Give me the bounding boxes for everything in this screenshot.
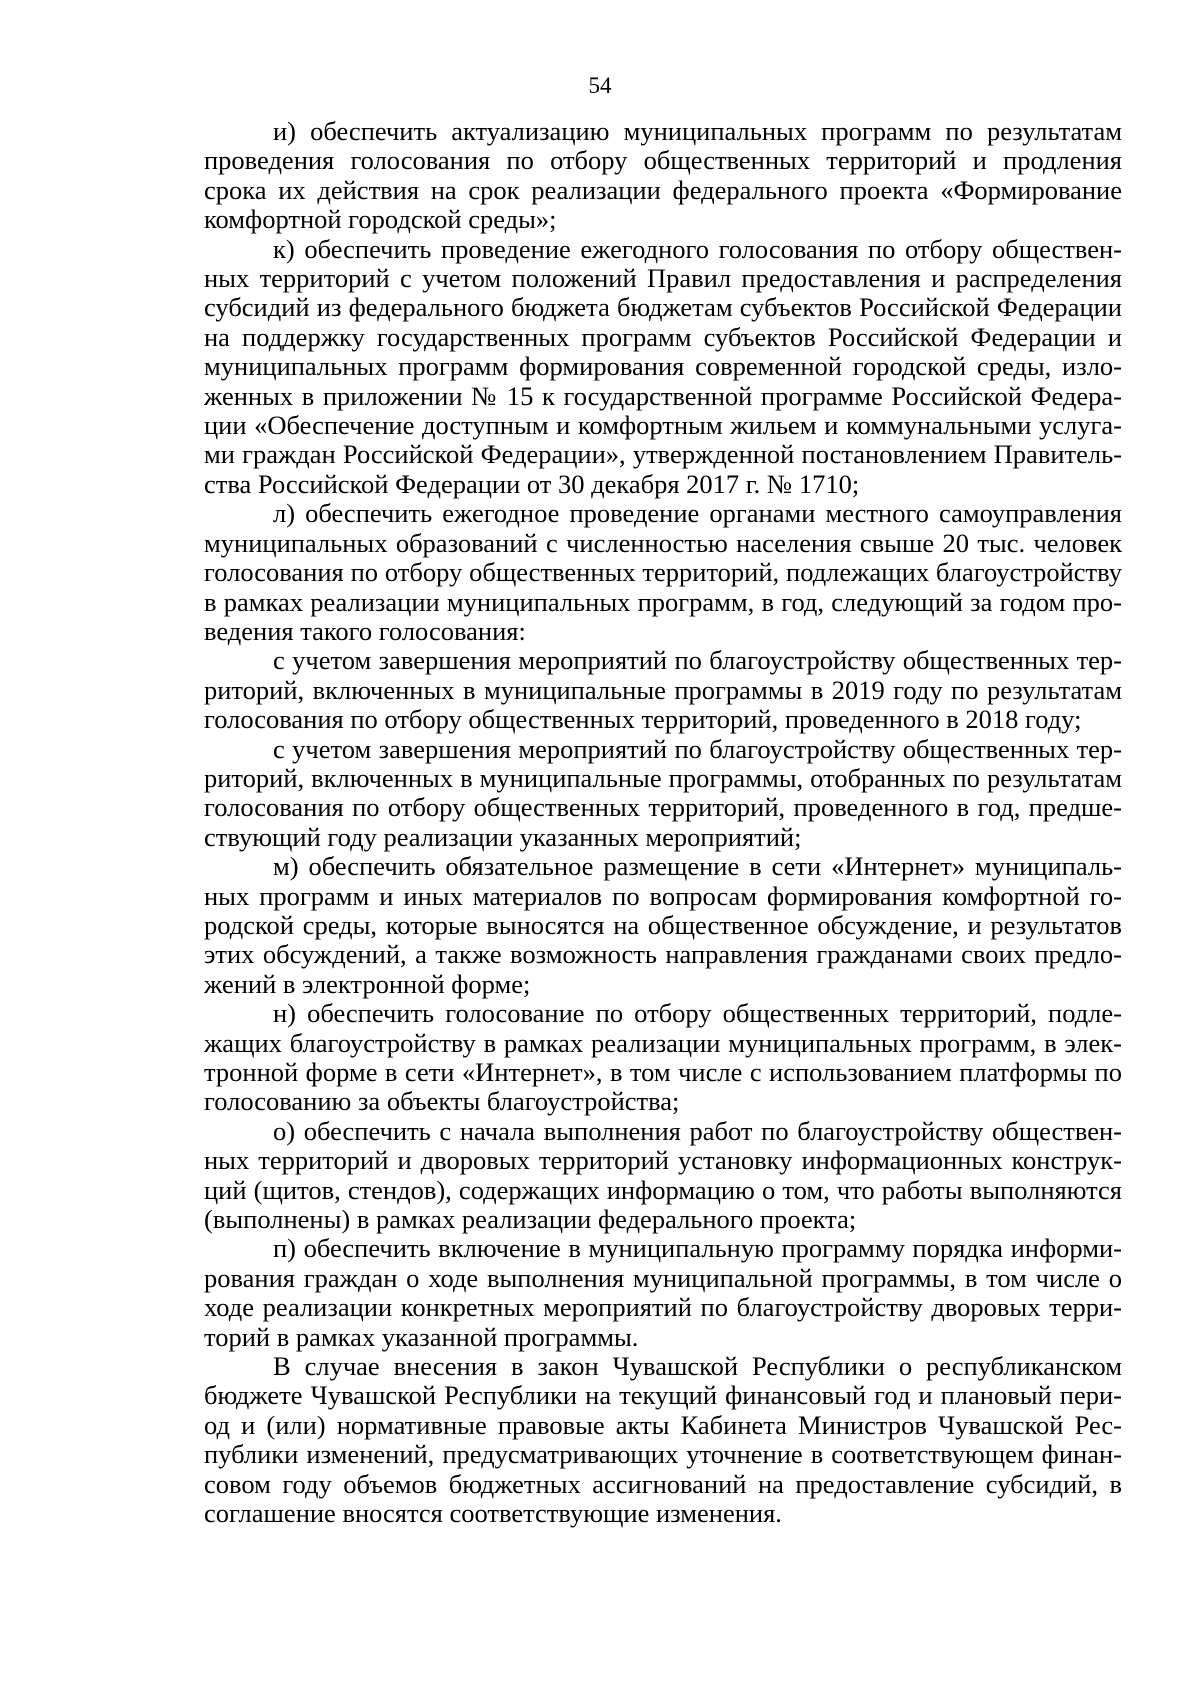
paragraph-closing: В случае внесения в закон Чувашской Республики о республиканском бюджете Чувашской Республики на текущий финансовый год и плановый период и (или) нормативные правовые акты Кабинета Министров Чувашской Республики изменений, предусматривающих уточнение в соответствующем финансовом году объемов бюджетных ассигнований на предоставление субсидий, в соглашение вносятся соответствующие изменения. (204, 1351, 1122, 1529)
paragraph-o: о) обеспечить с начала выполнения работ по благоустройству общественных территорий и дворовых территорий установку информационных конструкций (щитов, стендов), содержащих информацию о том, что работы выполняются (выполнены) в рамках реализации федерального проекта; (204, 1115, 1122, 1235)
paragraph-l: л) обеспечить ежегодное проведение органами местного самоуправления муниципальных образований с численностью населения свыше 20 тыс. человек голосования по отбору общественных территорий, подлежащих благоустройству в рамках реализации муниципальных программ, в год, следующий за годом проведения такого голосования: (204, 498, 1122, 646)
paragraph-i: и) обеспечить актуализацию муниципальных программ по результатам проведения голосования по отбору общественных территорий и продления срока их действия на срок реализации федерального проекта «Формирование комфортной городской среды»; (204, 116, 1122, 235)
paragraph-m: м) обеспечить обязательное размещение в сети «Интернет» муниципальных программ и иных материалов по вопросам формирования комфортной городской среды, которые выносятся на общественное обсуждение, и результатов этих обсуждений, а также возможность направления гражданами своих предложений в электронной форме; (204, 851, 1122, 999)
paragraph-l-item-previous-year: с учетом завершения мероприятий по благоустройству общественных территорий, включенных в муниципальные программы, отобранных по результатам голосования по отбору общественных территорий, проведенного в год, предшествующий году реализации указанных мероприятий; (204, 733, 1122, 852)
page-number: 54 (588, 73, 612, 98)
paragraph-n: н) обеспечить голосование по отбору общественных территорий, подлежащих благоустройству в рамках реализации муниципальных программ, в электронной форме в сети «Интернет», в том числе с использованием платформы по голосованию за объекты благоустройства; (204, 998, 1122, 1117)
paragraph-l-item-2019: с учетом завершения мероприятий по благоустройству общественных территорий, включенных в муниципальные программы в 2019 году по результатам голосования по отбору общественных территорий, проведенного в 2018 году; (204, 645, 1122, 735)
document-body (204, 117, 1122, 1529)
paragraph-k: к) обеспечить проведение ежегодного голосования по отбору общественных территорий с учетом положений Правил предоставления и распределения субсидий из федерального бюджета бюджетам субъектов Российской Федерации на поддержку государственных программ субъектов Российской Федерации и муниципальных программ формирования современной городской среды, изложенных в приложении № 15 к государственной программе Российской Федерации «Обеспечение доступным и комфортным жильем и коммунальными услугами граждан Российской Федерации», утвержденной постановлением Правительства Российской Федерации от 30 декабря 2017 г. № 1710; (204, 233, 1122, 499)
paragraph-p: п) обеспечить включение в муниципальную программу порядка информирования граждан о ходе выполнения муниципальной программы, в том числе о ходе реализации конкретных мероприятий по благоустройству дворовых территорий в рамках указанной программы. (204, 1233, 1122, 1352)
